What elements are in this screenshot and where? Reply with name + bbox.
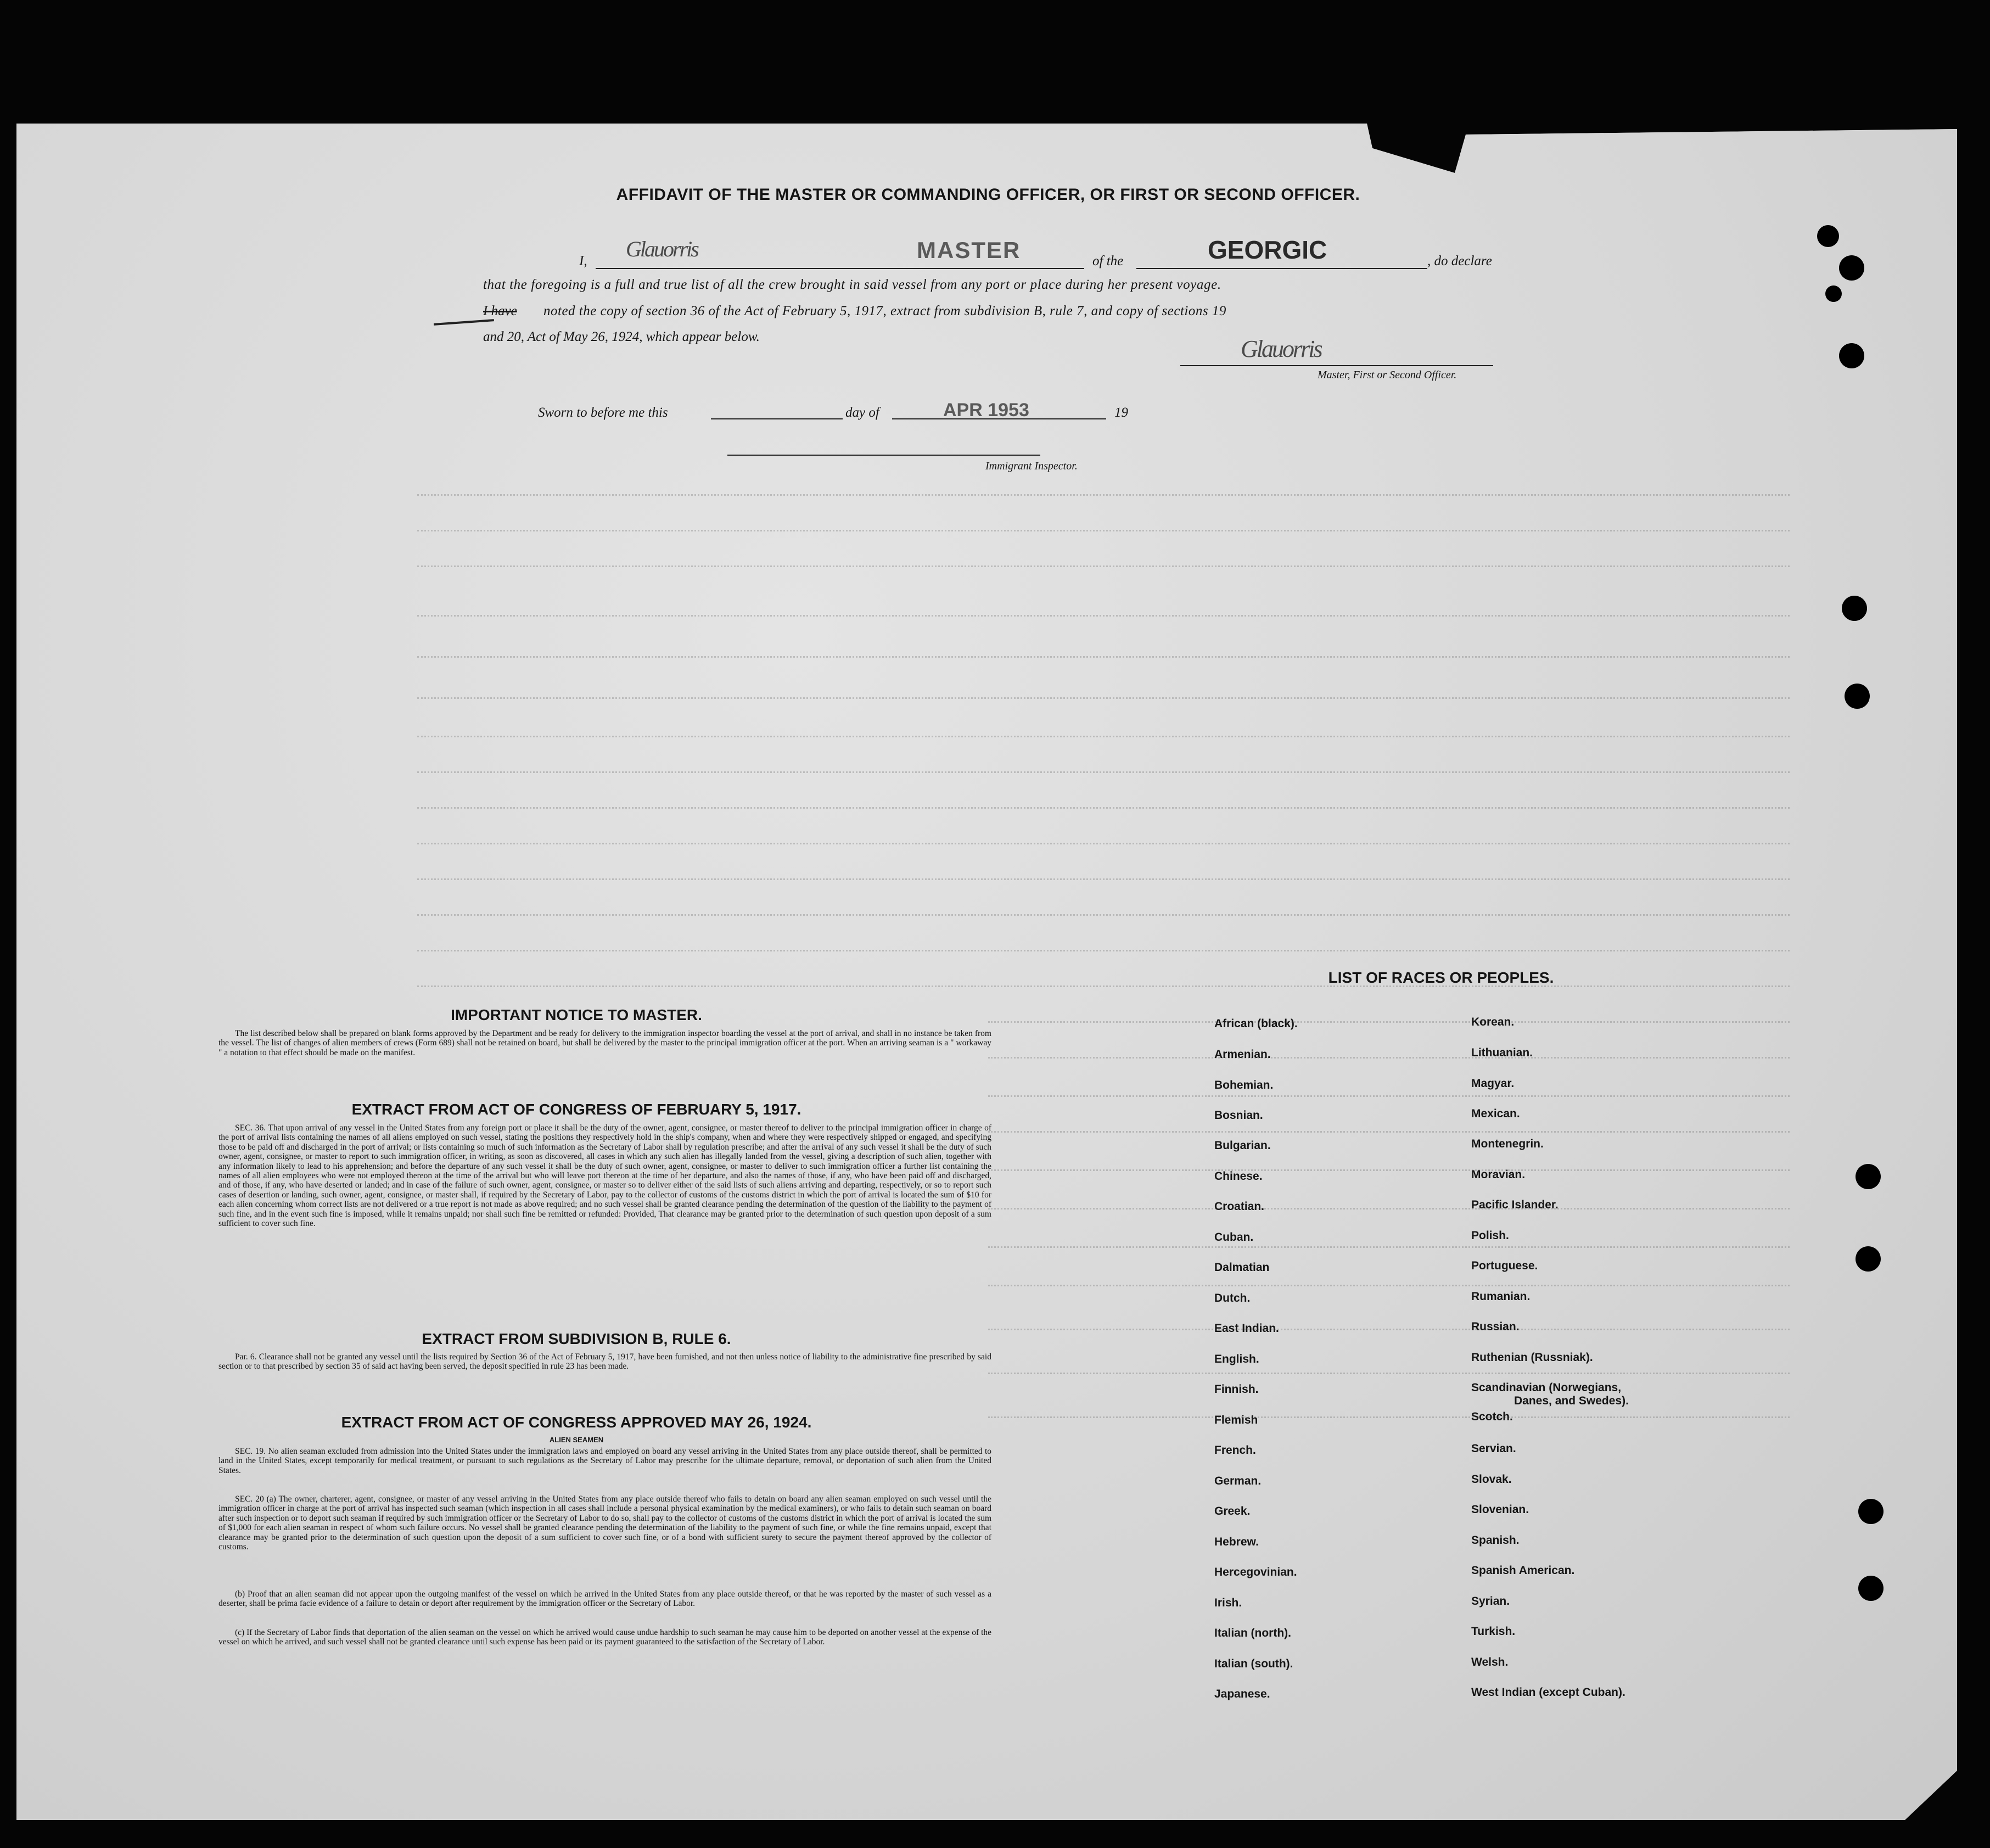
- race-item: Servian.: [1471, 1442, 1516, 1455]
- punch-hole: [1856, 1246, 1881, 1272]
- race-item: Greek.: [1214, 1505, 1251, 1517]
- sworn-day-of: day of: [845, 405, 879, 420]
- race-item: Welsh.: [1471, 1656, 1509, 1668]
- race-item: Armenian.: [1214, 1048, 1271, 1061]
- race-item: Korean.: [1471, 1016, 1515, 1028]
- alien-seamen-subtitle: ALIEN SEAMEN: [549, 1436, 604, 1444]
- document-page: [16, 124, 1957, 1820]
- race-item: Flemish: [1214, 1414, 1258, 1426]
- punch-hole: [1858, 1576, 1884, 1601]
- race-item: Dalmatian: [1214, 1261, 1270, 1274]
- race-item: German.: [1214, 1475, 1262, 1487]
- race-item: Slovenian.: [1471, 1503, 1529, 1516]
- race-item: Rumanian.: [1471, 1290, 1531, 1303]
- race-item: Mexican.: [1471, 1107, 1520, 1120]
- extract-rule6-title: EXTRACT FROM SUBDIVISION B, RULE 6.: [422, 1330, 731, 1347]
- race-item: Syrian.: [1471, 1595, 1510, 1608]
- race-item: Scandinavian (Norwegians,: [1471, 1381, 1622, 1394]
- race-item: Turkish.: [1471, 1625, 1516, 1638]
- notice-title: IMPORTANT NOTICE TO MASTER.: [451, 1006, 702, 1023]
- race-item: Croatian.: [1214, 1200, 1265, 1213]
- race-item: Cuban.: [1214, 1231, 1254, 1244]
- extract-1924-sec20a: SEC. 20 (a) The owner, charterer, agent, consignee, or master of any vessel arriving in the United States from any place outside thereof who fails to detain on board any alien seaman employed on such vessel until the immigration officer in charge at the port of arrival has inspected such seaman (which inspection in all cases shall include a personal physical examination by the medical examiners), or who fails to detain such seaman on board after such inspection or to deport such seaman if required by such immigration officer or the Secretary of Labor to do so, shall pay to the collector of customs of the customs district in which the port of arrival is located the sum of $1,000 for each alien seaman in respect of whom such failure occurs. No vessel shall be granted clearance pending the determination of the liability to the payment of such fine, or while the fine remains unpaid, except that clearance may be granted prior to the determination of such question upon the deposit of a sum sufficient to cover such fine, or of a bond with sufficient surety to secure the payment thereof approved by the collector of customs.: [218, 1494, 991, 1552]
- sworn-day-line: [711, 418, 843, 419]
- affidavit-line-4: and 20, Act of May 26, 1924, which appear below.: [483, 329, 760, 344]
- race-item: Lithuanian.: [1471, 1046, 1533, 1059]
- do-declare-text: , do declare: [1427, 254, 1492, 268]
- race-item: Hebrew.: [1214, 1536, 1259, 1548]
- extract-1924-sec20b: (b) Proof that an alien seaman did not appear upon the outgoing manifest of the vessel on which he arrived in the United States from any place outside thereof, or that he was reported by the master of such vessel as a deserter, shall be prima facie evidence of a failure to detain or deport after requirement by the immigration officer or the Secretary of Labor.: [218, 1589, 991, 1609]
- notice-text: The list described below shall be prepared on blank forms approved by the Department and be ready for delivery to the immigration inspector boarding the vessel at the port of arrival, and shall in no instance be taken from the vessel. The list of changes of alien members of crews (Form 689) shall not be retained on board, but shall be delivered by the master to the principal immigration officer at the port. When an arriving seaman is a " workaway " a notation to that effect should be made on the manifest.: [218, 1029, 991, 1057]
- sworn-prefix: Sworn to before me this: [538, 405, 668, 420]
- race-item: Bosnian.: [1214, 1109, 1263, 1122]
- race-item: Magyar.: [1471, 1077, 1515, 1090]
- race-item: Portuguese.: [1471, 1259, 1538, 1272]
- inspector-caption: Immigrant Inspector.: [985, 460, 1078, 472]
- name-line: [596, 268, 1084, 269]
- race-item: Bohemian.: [1214, 1079, 1274, 1091]
- race-item: Ruthenian (Russniak).: [1471, 1351, 1593, 1364]
- race-item: Pacific Islander.: [1471, 1199, 1559, 1211]
- extract-1924-sec19: SEC. 19. No alien seaman excluded from admission into the United States under the immigration laws and employed on board any vessel arriving in the United States from any place outside thereof, shall be permitted to land in the United States, except temporarily for medical treatment, or pursuant to such regulations as the Secretary of Labor may prescribe for the ultimate departure, removal, or deportation of such alien from the United States.: [218, 1447, 991, 1475]
- master-signature: Glauorris: [626, 237, 698, 261]
- race-item: Italian (south).: [1214, 1657, 1293, 1670]
- inspector-line: [727, 455, 1040, 456]
- signer-line: [1180, 365, 1493, 366]
- race-item: East Indian.: [1214, 1322, 1279, 1335]
- race-item: Russian.: [1471, 1320, 1520, 1333]
- race-item: Bulgarian.: [1214, 1139, 1271, 1152]
- extract-1917-title: EXTRACT FROM ACT OF CONGRESS OF FEBRUARY 5, 1917.: [351, 1101, 801, 1118]
- sworn-date-stamp: APR 1953: [943, 400, 1029, 421]
- extract-1917-text: SEC. 36. That upon arrival of any vessel in the United States from any foreign port or place it shall be the duty of the owner, agent, consignee, or master thereof to deliver to the principal immigration officer in charge of the port of arrival lists containing the names of all aliens employed on such vessel, stating the positions they respectively hold in the ship's company, when and where they were respectively shipped or engaged, and specifying those to be paid off and discharged in the port of arrival; or lists containing so much of such information as the Secretary of Labor shall by regulation prescribe; and after the arrival of any such vessel it shall be the duty of such owner, agent, consignee, or master to report to such immigration officer, in writing, as soon as discovered, all cases in which any such alien has illegally landed from the vessel, giving a description of such alien, together with any information likely to lead to his apprehension; and before the departure of any such vessel it shall be the duty of such owner, agent, consignee, or master to deliver to such immigration officer a further list containing the names of all alien employees who were not employed thereon at the time of the arrival but who will leave port thereon at the time of her departure, and also the names of those, if any, who have been paid off and discharged, and of those, if any, who have deserted or landed; and in case of the failure of such owner, agent, consignee, or master so to deliver either of the said lists of such aliens arriving and departing, respectively, or so to report such cases of desertion or landing, such owner, agent, consignee, or master shall, if required by the Secretary of Labor, pay to the collector of customs of the customs district in which the port of arrival is located the sum of $10 for each alien concerning whom correct lists are not delivered or a true report is not made as above required; and no such vessel shall be granted clearance pending the determination of the question of the liability to the payment of such fine, and in the event such fine is imposed, while it remains unpaid; nor shall such fine be remitted or refunded: Provided, That clearance may be granted prior to the determination of such question upon deposit of a sum sufficient to cover such fine.: [218, 1123, 991, 1229]
- race-item: Slovak.: [1471, 1473, 1512, 1486]
- race-item: Japanese.: [1214, 1688, 1270, 1700]
- ship-line: [1136, 268, 1427, 269]
- extract-1924-sec20c: (c) If the Secretary of Labor finds that deportation of the alien seaman on the vessel on which he arrived would cause undue hardship to such seaman he may cause him to be deported on another vessel at the expense of the vessel on which he arrived, and such vessel shall not be granted clearance until such expense has been paid or its payment guaranteed to the satisfaction of the Secretary of Labor.: [218, 1628, 991, 1647]
- race-item: Irish.: [1214, 1597, 1242, 1609]
- punch-hole: [1856, 1164, 1881, 1189]
- races-title: LIST OF RACES OR PEOPLES.: [1328, 969, 1554, 986]
- extract-rule6-text: Par. 6. Clearance shall not be granted any vessel until the lists required by Section 36 of the Act of February 5, 1917, have been furnished, and not then unless notice of liability to the administrative fine prescribed by said section or to that prescribed by section 35 of said act having been served, the deposit specified in rule 23 has been made.: [218, 1352, 991, 1371]
- race-item: French.: [1214, 1444, 1256, 1457]
- race-item: Danes, and Swedes).: [1514, 1395, 1629, 1407]
- race-item: African (black).: [1214, 1017, 1298, 1030]
- punch-hole: [1817, 225, 1839, 247]
- affidavit-line-2: that the foregoing is a full and true list of all the crew brought in said vessel from any port or place during her present voyage.: [483, 277, 1221, 292]
- rank-stamp: MASTER: [917, 237, 1021, 263]
- master-signature-2: Glauorris: [1241, 335, 1321, 362]
- race-item: Polish.: [1471, 1229, 1509, 1242]
- race-item: West Indian (except Cuban).: [1471, 1686, 1625, 1699]
- punch-hole: [1858, 1499, 1884, 1524]
- race-item: Chinese.: [1214, 1170, 1263, 1183]
- affidavit-line-3: noted the copy of section 36 of the Act of February 5, 1917, extract from subdivision B, rule 7, and copy of sections 19: [543, 304, 1226, 318]
- race-item: Italian (north).: [1214, 1627, 1291, 1639]
- punch-hole: [1839, 343, 1864, 368]
- race-item: Spanish.: [1471, 1534, 1520, 1547]
- signer-caption: Master, First or Second Officer.: [1318, 369, 1457, 381]
- race-item: Finnish.: [1214, 1383, 1259, 1396]
- affidavit-i: I,: [579, 254, 587, 268]
- affidavit-title: AFFIDAVIT OF THE MASTER OR COMMANDING OFFICER, OR FIRST OR SECOND OFFICER.: [616, 186, 1360, 204]
- race-item: Dutch.: [1214, 1292, 1251, 1304]
- affidavit-line-3-struck: I have: [483, 304, 517, 318]
- race-item: Moravian.: [1471, 1168, 1526, 1181]
- race-item: Spanish American.: [1471, 1564, 1575, 1577]
- race-item: Scotch.: [1471, 1410, 1513, 1423]
- race-item: English.: [1214, 1353, 1259, 1365]
- punch-hole: [1845, 684, 1870, 709]
- punch-hole: [1839, 255, 1864, 281]
- race-item: Hercegovinian.: [1214, 1566, 1297, 1578]
- of-the-text: of the: [1092, 254, 1124, 268]
- race-item: Montenegrin.: [1471, 1138, 1544, 1150]
- punch-hole: [1842, 596, 1867, 621]
- punch-hole: [1825, 285, 1842, 302]
- sworn-year: 19: [1114, 405, 1128, 420]
- extract-1924-title: EXTRACT FROM ACT OF CONGRESS APPROVED MAY 26, 1924.: [341, 1414, 812, 1431]
- ship-name: GEORGIC: [1208, 236, 1327, 264]
